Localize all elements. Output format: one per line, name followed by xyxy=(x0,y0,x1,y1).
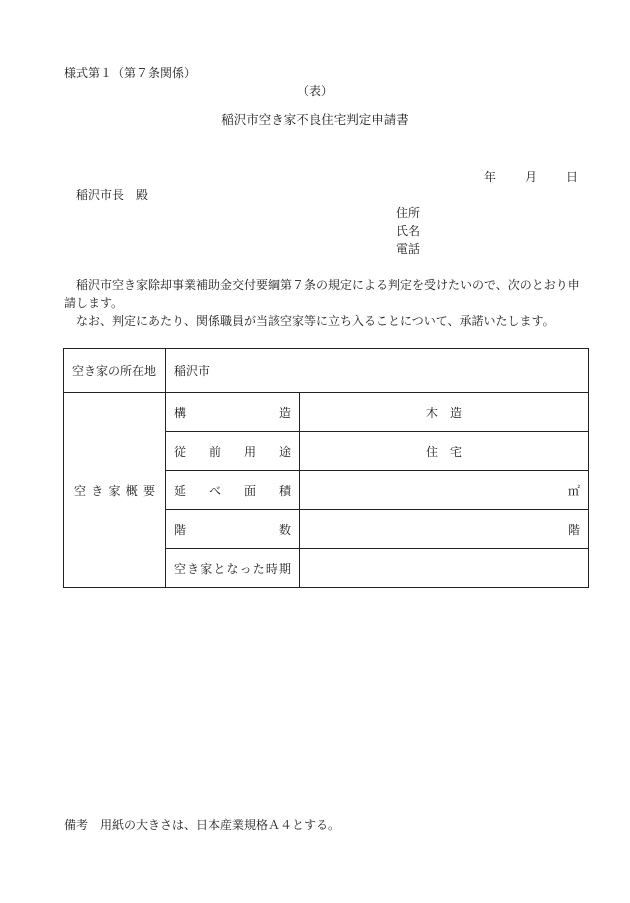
vacant-house-table xyxy=(63,348,589,588)
row-label-previous-use: 従前用途 xyxy=(166,432,300,471)
application-statement xyxy=(64,276,590,330)
date-line xyxy=(484,168,578,185)
location-label: 空き家の所在地 xyxy=(64,349,166,393)
addressee: 稲沢市長 殿 xyxy=(76,188,149,202)
date-year-label: 年 xyxy=(484,170,497,184)
row-label-vacancy-period: 空き家となった時期 xyxy=(166,549,300,588)
row-value-structure: 木 造 xyxy=(300,393,589,432)
row-value-vacancy-period xyxy=(300,549,589,588)
location-row xyxy=(64,349,589,393)
date-month-label: 月 xyxy=(525,170,538,184)
address-label: 住所 xyxy=(396,206,421,220)
statement-paragraph-1: 稲沢市空き家除却事業補助金交付要綱第７条の規定による判定を受けたいので、次のとおり申請します。 xyxy=(64,278,580,310)
date-day-label: 日 xyxy=(566,170,579,184)
phone-label: 電話 xyxy=(396,242,421,256)
row-value-floor-area: ㎡ xyxy=(300,471,589,510)
row-label-floors: 階数 xyxy=(166,510,300,549)
table-row xyxy=(64,393,589,432)
document-title: 稲沢市空き家不良住宅判定申請書 xyxy=(221,112,409,127)
location-value: 稲沢市 xyxy=(166,349,589,393)
row-value-previous-use: 住 宅 xyxy=(300,432,589,471)
row-label-structure: 構造 xyxy=(166,393,300,432)
name-label: 氏名 xyxy=(396,224,421,238)
overview-label: 空き家概要 xyxy=(64,393,166,588)
row-value-floors: 階 xyxy=(300,510,589,549)
remark: 備考 用紙の大きさは、日本産業規格Ａ４とする。 xyxy=(64,818,341,832)
row-label-floor-area: 延べ面積 xyxy=(166,471,300,510)
front-side-label: （表） xyxy=(296,84,333,98)
form-number: 様式第１（第７条関係） xyxy=(64,66,197,80)
statement-paragraph-2: なお、判定にあたり、関係職員が当該空家等に立ち入ることについて、承諾いたします。 xyxy=(76,314,555,328)
